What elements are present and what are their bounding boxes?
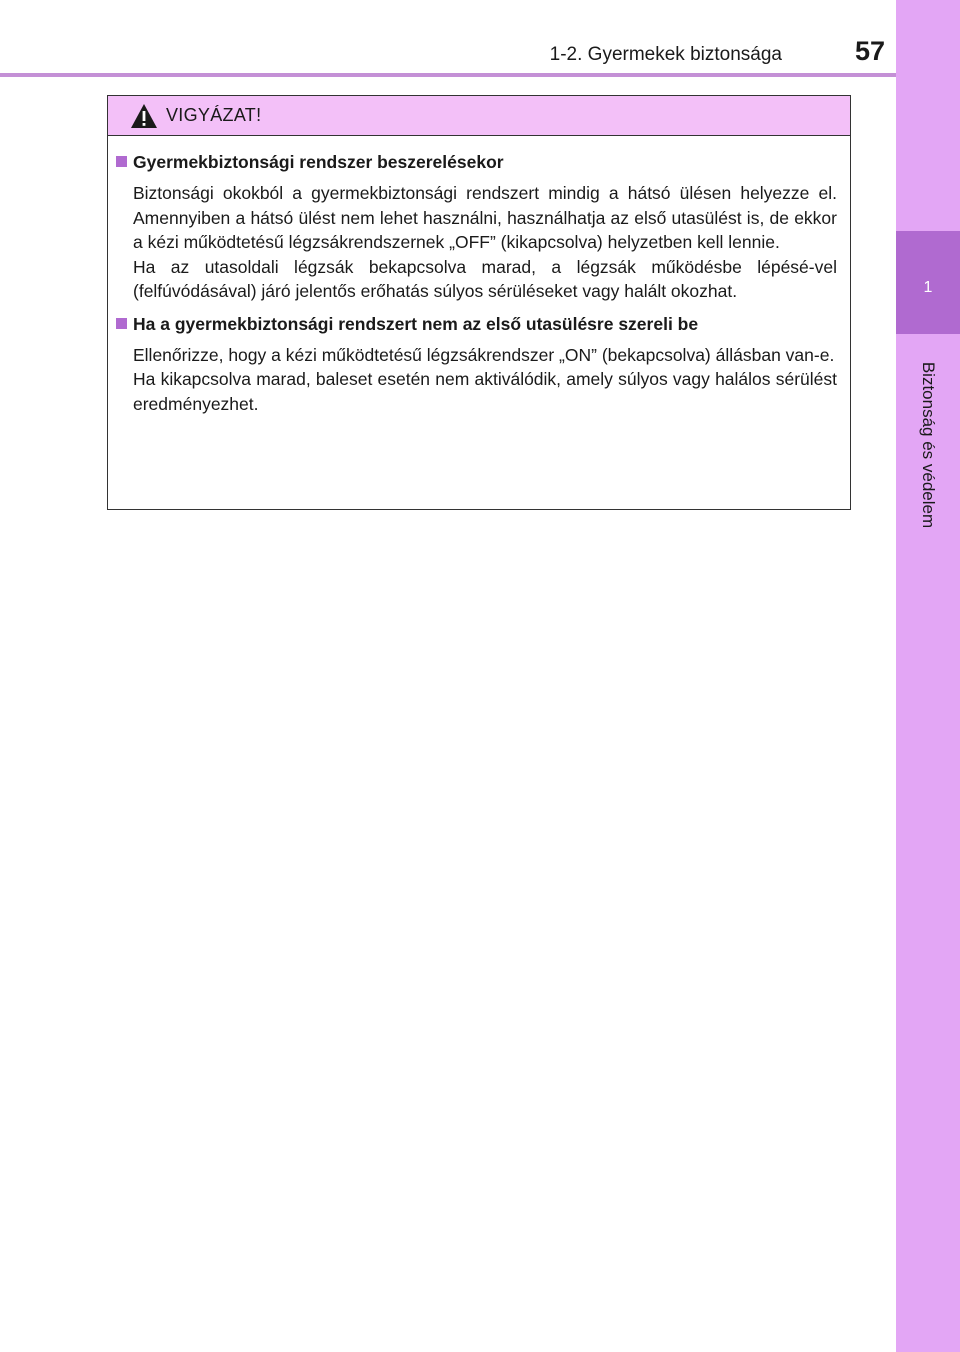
page-number: 57 [854,36,885,66]
header-rule [0,73,896,77]
square-bullet-icon [116,156,127,167]
section-heading [116,151,837,173]
warning-body [108,136,850,416]
paragraph: Ha kikapcsolva marad, baleset esetén nem aktiválódik, amely súlyos vagy halálos sérülést eredményezhet. [133,369,837,414]
section-heading-text: Gyermekbiztonsági rendszer beszerelésekor [133,152,504,172]
warning-box [107,95,851,510]
section-heading-text: Ha a gyermekbiztonsági rendszert nem az első utasülésre szereli be [133,313,699,334]
warning-header [108,96,850,136]
section-heading [116,313,837,335]
side-tab [896,0,960,1352]
chapter-title: Biztonság és védelem [919,361,938,529]
square-bullet-icon [116,318,127,329]
paragraph: Biztonsági okokból a gyermekbiztonsági rendszert mindig a hátsó ülésen helyezze el. Amennyiben a hátsó ülést nem lehet használni, használhatja az első utasülést is, de ekkor a kézi működtetésű légzsákrendszernek „OFF” (kikapcsolva) helyzetben kell lennie. [133,183,837,252]
paragraph: Ellenőrizze, hogy a kézi működtetésű légzsákrendszer „ON” (bekapcsolva) állásban van-e. [133,344,835,365]
warning-title: VIGYÁZAT! [166,105,262,125]
chapter-number: 1 [923,279,933,296]
paragraph: Ha az utasoldali légzsák bekapcsolva marad, a légzsák működésbe lépésé-vel (felfúvódásával) járó jelentős erőhatás súlyos sérüléseket vagy halált okozhat. [133,256,837,301]
warning-triangle-icon [130,103,158,129]
section-title: 1-2. Gyermekek biztonsága [549,44,782,65]
chapter-tab[interactable] [896,231,960,334]
